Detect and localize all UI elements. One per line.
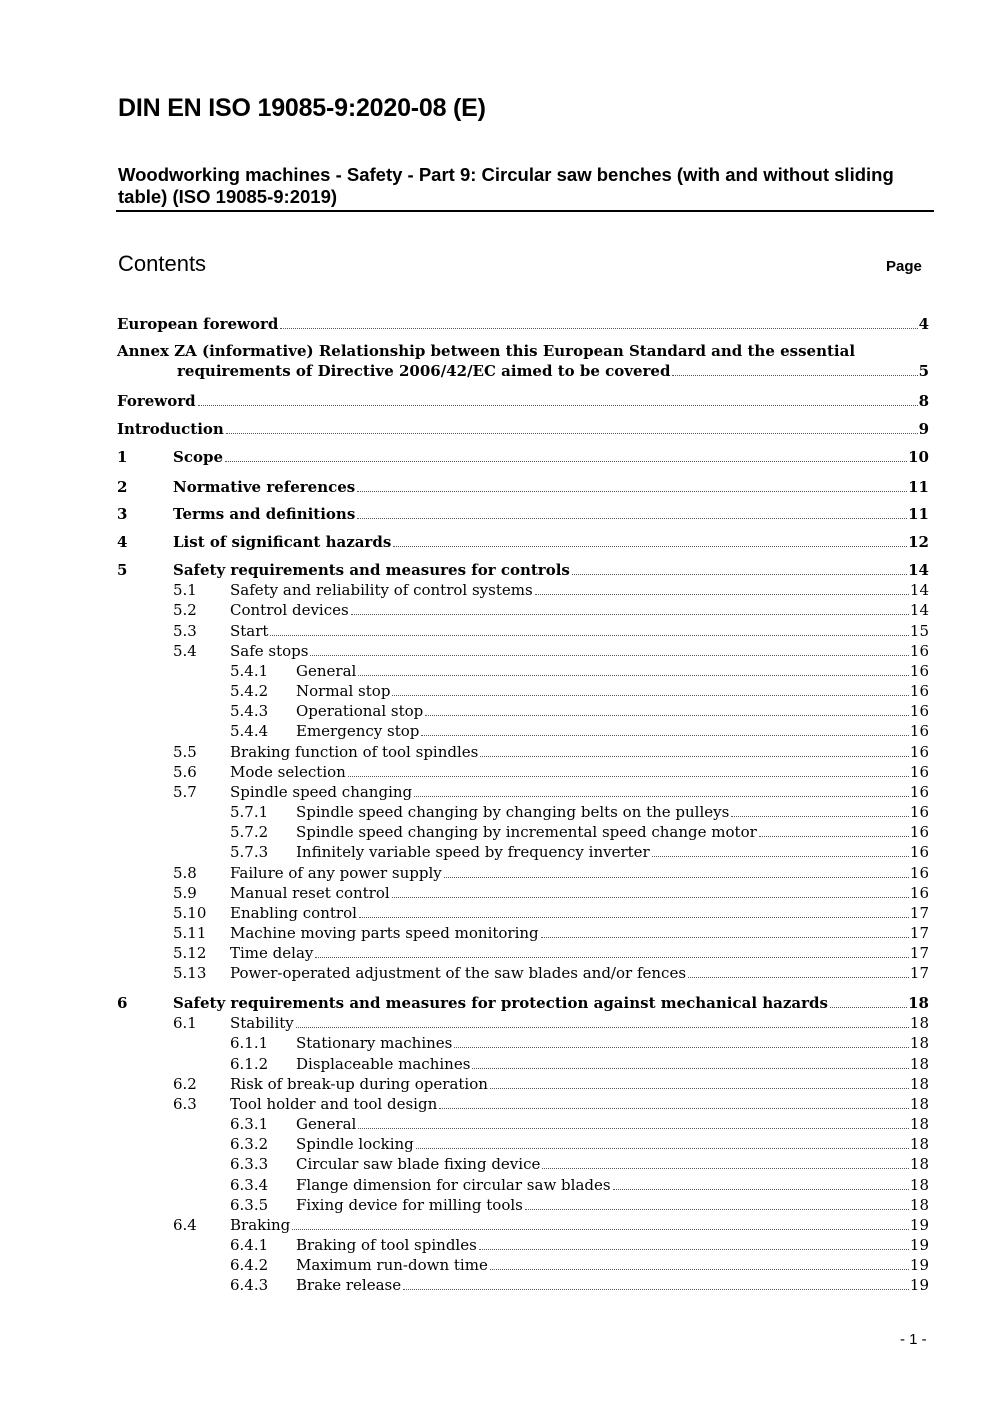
toc-entry-number: 6.4 xyxy=(173,1216,197,1234)
toc-entry-text: Braking xyxy=(230,1216,291,1234)
toc-entry-page: 16 xyxy=(909,783,929,801)
toc-entry[interactable] xyxy=(173,863,929,884)
toc-entry-page: 17 xyxy=(909,944,929,962)
toc-leader-dots xyxy=(310,655,908,656)
toc-entry-number: 5.9 xyxy=(173,884,197,902)
toc-entry[interactable] xyxy=(173,1074,929,1095)
toc-entry[interactable] xyxy=(230,842,929,863)
toc-leader-dots xyxy=(525,1209,909,1210)
toc-leader-dots xyxy=(315,957,909,958)
toc-entry-page: 18 xyxy=(909,1115,929,1133)
toc-entry-number: 5.8 xyxy=(173,864,197,882)
toc-leader-dots xyxy=(416,1148,909,1149)
toc-entry-text: Enabling control xyxy=(230,904,357,922)
toc-entry-text: Safe stops xyxy=(230,642,309,660)
toc-entry-number: 6.4.2 xyxy=(230,1256,269,1274)
toc-entry-text: Safety requirements and measures for protection against mechanical hazards xyxy=(173,994,828,1012)
toc-entry-page: 16 xyxy=(909,864,929,882)
toc-entry-text: Start xyxy=(230,622,269,640)
toc-entry[interactable] xyxy=(230,1114,929,1135)
toc-entry-number: 5.4.1 xyxy=(230,662,269,680)
toc-entry-text: Time delay xyxy=(230,944,314,962)
toc-entry-number: 6.1 xyxy=(173,1014,197,1032)
toc-entry[interactable] xyxy=(173,600,929,621)
document-subtitle: Woodworking machines - Safety - Part 9: Circular saw benches (with and without sliding table) (ISO 19085-9:2019) xyxy=(118,164,894,207)
toc-entry-number: 5.3 xyxy=(173,622,197,640)
toc-entry-page: 16 xyxy=(909,722,929,740)
toc-entry-number: 5.6 xyxy=(173,763,197,781)
toc-entry-page: 16 xyxy=(909,803,929,821)
toc-entry-text: Control devices xyxy=(230,601,349,619)
toc-entry-number: 6.3.1 xyxy=(230,1115,269,1133)
toc-entry-number: 6.3.5 xyxy=(230,1196,269,1214)
toc-leader-dots xyxy=(688,977,909,978)
toc-entry-page: 12 xyxy=(908,533,929,551)
toc-entry-page: 18 xyxy=(909,1075,929,1093)
toc-entry-text: Normative references xyxy=(173,478,356,496)
toc-entry-number: 6.1.1 xyxy=(230,1034,269,1052)
toc-leader-dots xyxy=(414,796,909,797)
toc-entry[interactable] xyxy=(230,1154,929,1175)
toc-leader-dots xyxy=(226,433,918,434)
toc-entry[interactable] xyxy=(173,943,929,964)
toc-entry-text: Mode selection xyxy=(230,763,346,781)
toc-entry-page: 19 xyxy=(909,1256,929,1274)
toc-entry-page: 18 xyxy=(909,1196,929,1214)
toc-entry-page: 18 xyxy=(909,1095,929,1113)
toc-entry-text: Normal stop xyxy=(296,682,391,700)
toc-entry[interactable] xyxy=(117,477,929,498)
toc-entry-number: 4 xyxy=(117,533,128,551)
toc-entry-page: 16 xyxy=(909,743,929,761)
toc-leader-dots xyxy=(572,574,907,575)
toc-entry-text: Manual reset control xyxy=(230,884,390,902)
toc-leader-dots xyxy=(672,375,917,376)
toc-leader-dots xyxy=(348,776,909,777)
toc-leader-dots xyxy=(472,1068,909,1069)
toc-entry-text: Stability xyxy=(230,1014,294,1032)
toc-leader-dots xyxy=(731,816,909,817)
toc-entry-page: 18 xyxy=(909,1135,929,1153)
toc-entry-number: 6.3.3 xyxy=(230,1155,269,1173)
toc-leader-dots xyxy=(296,1027,909,1028)
contents-heading: Contents xyxy=(118,251,207,276)
toc-entry-number: 5.4.2 xyxy=(230,682,269,700)
toc-entry-number: 5.4.4 xyxy=(230,722,269,740)
toc-entry[interactable] xyxy=(117,560,929,581)
toc-entry-number: 5.11 xyxy=(173,924,207,942)
toc-entry-number: 6.4.1 xyxy=(230,1236,269,1254)
toc-entry-text: Failure of any power supply xyxy=(230,864,442,882)
toc-entry-page: 17 xyxy=(909,964,929,982)
toc-entry-number: 5.2 xyxy=(173,601,197,619)
toc-entry-text: Brake release xyxy=(296,1276,402,1294)
toc-entry-number: 3 xyxy=(117,505,128,523)
toc-entry[interactable] xyxy=(173,903,929,924)
toc-entry[interactable] xyxy=(230,1033,929,1054)
toc-entry[interactable] xyxy=(173,621,929,642)
toc-leader-dots xyxy=(403,1289,909,1290)
title-divider xyxy=(116,210,934,212)
toc-leader-dots xyxy=(270,635,908,636)
page-number: - 1 - xyxy=(900,1331,927,1348)
toc-entry[interactable] xyxy=(230,1235,929,1256)
toc-entry-page: 16 xyxy=(909,763,929,781)
toc-entry-text: Displaceable machines xyxy=(296,1055,471,1073)
toc-entry-page: 18 xyxy=(909,1034,929,1052)
toc-entry-text: Spindle locking xyxy=(296,1135,414,1153)
toc-entry-page: 15 xyxy=(909,622,929,640)
toc-entry-text: Scope xyxy=(173,448,224,466)
toc-entry-text: Safety requirements and measures for controls xyxy=(173,561,570,579)
toc-entry-page: 16 xyxy=(909,642,929,660)
document-title: DIN EN ISO 19085-9:2020-08 (E) xyxy=(118,94,486,122)
toc-entry-page: 9 xyxy=(918,420,929,438)
toc-entry-text: Braking function of tool spindles xyxy=(230,743,479,761)
toc-entry-page: 16 xyxy=(909,884,929,902)
toc-entry[interactable] xyxy=(173,883,929,904)
toc-entry[interactable] xyxy=(173,580,929,601)
toc-leader-dots xyxy=(225,461,907,462)
toc-entry-page: 4 xyxy=(918,315,929,333)
toc-leader-dots xyxy=(392,897,909,898)
page-column-heading: Page xyxy=(886,258,922,275)
toc-entry[interactable] xyxy=(173,742,929,763)
toc-entry[interactable] xyxy=(117,993,929,1014)
toc-entry-text: Spindle speed changing by changing belts on the pulleys xyxy=(296,803,730,821)
toc-entry-page: 18 xyxy=(909,1155,929,1173)
toc-entry-page: 16 xyxy=(909,823,929,841)
toc-entry-number: 5.7.3 xyxy=(230,843,269,861)
toc-entry[interactable] xyxy=(173,641,929,662)
toc-entry[interactable] xyxy=(173,782,929,803)
toc-entry-text: Introduction xyxy=(117,420,224,438)
toc-entry-text: Maximum run-down time xyxy=(296,1256,488,1274)
toc-leader-dots xyxy=(479,1249,909,1250)
toc-entry[interactable] xyxy=(230,701,929,722)
toc-entry[interactable] xyxy=(117,419,929,440)
toc-entry-number: 6.1.2 xyxy=(230,1055,269,1073)
toc-entry-text: Operational stop xyxy=(296,702,424,720)
toc-leader-dots xyxy=(613,1189,909,1190)
toc-entry-number: 6.3.4 xyxy=(230,1176,269,1194)
toc-leader-dots xyxy=(359,917,909,918)
toc-entry-text: Safety and reliability of control systems xyxy=(230,581,533,599)
toc-entry[interactable] xyxy=(117,314,929,335)
toc-entry-text: Stationary machines xyxy=(296,1034,453,1052)
toc-entry-text: Spindle speed changing xyxy=(230,783,413,801)
toc-leader-dots xyxy=(454,1047,909,1048)
toc-leader-dots xyxy=(542,1168,909,1169)
toc-leader-dots xyxy=(444,877,909,878)
toc-entry[interactable] xyxy=(230,802,929,823)
toc-entry-text: Machine moving parts speed monitoring xyxy=(230,924,539,942)
toc-leader-dots xyxy=(358,675,909,676)
toc-entry-number: 6.2 xyxy=(173,1075,197,1093)
toc-entry-number: 5.10 xyxy=(173,904,207,922)
toc-entry-number: 5.1 xyxy=(173,581,197,599)
toc-entry[interactable] xyxy=(230,822,929,843)
toc-entry[interactable] xyxy=(230,681,929,702)
toc-leader-dots xyxy=(357,491,907,492)
toc-entry-text: Terms and definitions xyxy=(173,505,356,523)
toc-entry[interactable] xyxy=(117,532,929,553)
toc-entry[interactable] xyxy=(173,923,929,944)
toc-entry-page: 11 xyxy=(908,505,929,523)
toc-entry-text: Braking of tool spindles xyxy=(296,1236,477,1254)
toc-annex-za-line2[interactable] xyxy=(177,361,929,382)
toc-entry-text: Flange dimension for circular saw blades xyxy=(296,1176,611,1194)
toc-leader-dots xyxy=(480,756,909,757)
toc-entry-page: 18 xyxy=(909,1176,929,1194)
toc-entry-text: Fixing device for milling tools xyxy=(296,1196,523,1214)
toc-entry[interactable] xyxy=(173,1013,929,1034)
toc-entry[interactable] xyxy=(230,1255,929,1276)
toc-entry-text: European foreword xyxy=(117,315,279,333)
toc-leader-dots xyxy=(198,405,918,406)
toc-entry[interactable] xyxy=(117,504,929,525)
toc-entry-text: Spindle speed changing by incremental speed change motor xyxy=(296,823,757,841)
toc-entry-text: Infinitely variable speed by frequency inverter xyxy=(296,843,650,861)
toc-entry[interactable] xyxy=(230,1134,929,1155)
toc-leader-dots xyxy=(541,937,909,938)
toc-entry-page: 10 xyxy=(908,448,929,466)
toc-leader-dots xyxy=(292,1229,909,1230)
toc-entry-number: 5.4.3 xyxy=(230,702,269,720)
toc-entry[interactable] xyxy=(230,1175,929,1196)
toc-entry-page: 17 xyxy=(909,904,929,922)
toc-entry[interactable] xyxy=(230,1054,929,1075)
toc-entry-text: Risk of break-up during operation xyxy=(230,1075,488,1093)
toc-entry-page: 14 xyxy=(909,601,929,619)
toc-entry-text: Circular saw blade fixing device xyxy=(296,1155,541,1173)
toc-entry-page: 19 xyxy=(909,1216,929,1234)
toc-entry-number: 5.7 xyxy=(173,783,197,801)
toc-entry[interactable] xyxy=(230,721,929,742)
toc-leader-dots xyxy=(358,1128,909,1129)
toc-entry-number: 6 xyxy=(117,994,128,1012)
toc-leader-dots xyxy=(490,1088,909,1089)
toc-entry-number: 6.4.3 xyxy=(230,1276,269,1294)
toc-entry-text: Power-operated adjustment of the saw blades and/or fences xyxy=(230,964,687,982)
toc-entry-page: 11 xyxy=(908,478,929,496)
toc-entry-page: 16 xyxy=(909,682,929,700)
toc-entry-text: Foreword xyxy=(117,392,196,410)
toc-leader-dots xyxy=(535,594,909,595)
toc-annex-za-line1[interactable]: Annex ZA (informative) Relationship between this European Standard and the essential xyxy=(117,342,856,360)
toc-entry-number: 5.5 xyxy=(173,743,197,761)
toc-entry-text: Emergency stop xyxy=(296,722,420,740)
toc-entry[interactable] xyxy=(230,1195,929,1216)
toc-entry-text: Tool holder and tool design xyxy=(230,1095,438,1113)
toc-entry-text: List of significant hazards xyxy=(173,533,392,551)
toc-entry-page: 19 xyxy=(909,1236,929,1254)
toc-leader-dots xyxy=(759,836,909,837)
toc-leader-dots xyxy=(421,735,909,736)
toc-entry-number: 6.3 xyxy=(173,1095,197,1113)
toc-entry-page: 19 xyxy=(909,1276,929,1294)
toc-entry-page: 16 xyxy=(909,843,929,861)
toc-entry-page: 18 xyxy=(909,1055,929,1073)
toc-entry-page: 14 xyxy=(909,581,929,599)
toc-entry-page: 18 xyxy=(908,994,929,1012)
toc-entry-page: 8 xyxy=(918,392,929,410)
toc-entry-number: 1 xyxy=(117,448,128,466)
toc-entry-number: 5.13 xyxy=(173,964,207,982)
toc-entry[interactable] xyxy=(173,963,929,984)
toc-entry-page: 5 xyxy=(918,362,929,380)
toc-entry-number: 5.4 xyxy=(173,642,197,660)
toc-entry-number: 6.3.2 xyxy=(230,1135,269,1153)
toc-leader-dots xyxy=(351,614,909,615)
toc-leader-dots xyxy=(439,1108,909,1109)
toc-entry-number: 5 xyxy=(117,561,128,579)
toc-entry-text: General xyxy=(296,662,357,680)
toc-entry-number: 5.7.2 xyxy=(230,823,269,841)
toc-entry[interactable] xyxy=(173,762,929,783)
toc-leader-dots xyxy=(280,328,917,329)
toc-entry[interactable] xyxy=(173,1215,929,1236)
toc-leader-dots xyxy=(392,695,908,696)
toc-leader-dots xyxy=(425,715,909,716)
toc-entry-page: 16 xyxy=(909,702,929,720)
toc-entry-text: requirements of Directive 2006/42/EC aimed to be covered xyxy=(177,362,671,380)
toc-entry[interactable] xyxy=(117,391,929,412)
toc-entry-page: 16 xyxy=(909,662,929,680)
toc-leader-dots xyxy=(393,546,907,547)
toc-entry-number: 5.7.1 xyxy=(230,803,269,821)
toc-entry-text: General xyxy=(296,1115,357,1133)
toc-entry[interactable] xyxy=(230,661,929,682)
toc-leader-dots xyxy=(490,1269,909,1270)
toc-entry-number: 5.12 xyxy=(173,944,207,962)
toc-leader-dots xyxy=(357,518,907,519)
toc-entry[interactable] xyxy=(230,1275,929,1296)
toc-leader-dots xyxy=(830,1007,907,1008)
toc-entry-page: 18 xyxy=(909,1014,929,1032)
toc-entry-page: 17 xyxy=(909,924,929,942)
toc-entry[interactable] xyxy=(173,1094,929,1115)
toc-entry-page: 14 xyxy=(908,561,929,579)
toc-leader-dots xyxy=(652,856,909,857)
toc-entry[interactable] xyxy=(117,447,929,468)
toc-entry-number: 2 xyxy=(117,478,128,496)
